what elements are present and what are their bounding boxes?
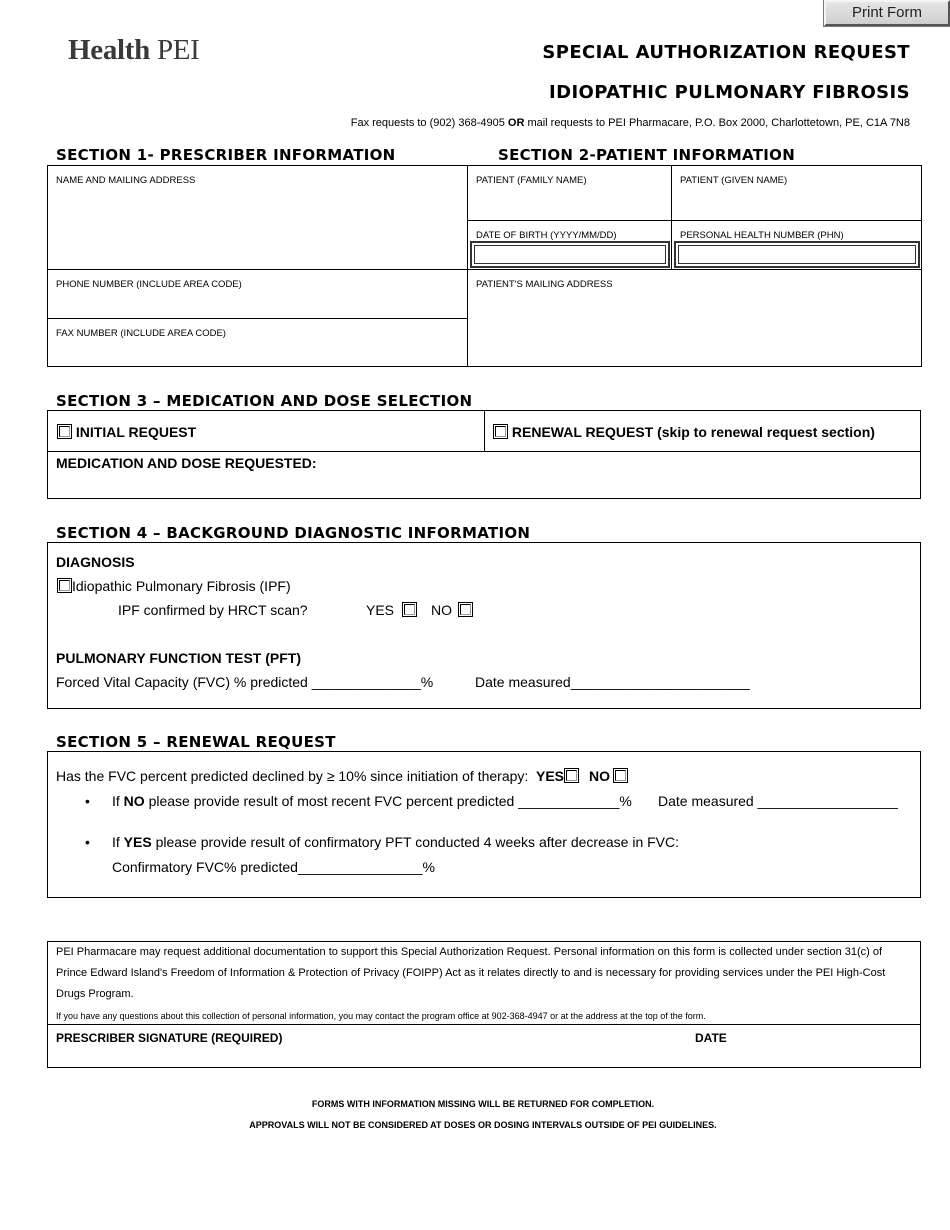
renewal-request-checkbox[interactable] — [493, 424, 508, 439]
initial-request-label: INITIAL REQUEST — [75, 424, 197, 440]
initial-request-option[interactable] — [57, 424, 196, 440]
bullet-dot: • — [85, 793, 90, 809]
ipf-option[interactable] — [57, 578, 291, 594]
renewal-date-measured-field[interactable]: Date measured __________________ — [658, 793, 898, 809]
fax-or: OR — [507, 117, 525, 129]
decline-no-label: NO — [589, 768, 610, 784]
decline-yes-checkbox[interactable] — [564, 768, 579, 783]
section4-heading: SECTION 4 – BACKGROUND DIAGNOSTIC INFORMATION — [56, 524, 531, 542]
pft-label: PULMONARY FUNCTION TEST (PFT) — [56, 650, 301, 666]
dob-label: DATE OF BIRTH (YYYY/MM/DD) — [476, 230, 617, 241]
patient-mailing-address-field[interactable] — [468, 270, 922, 366]
confirmatory-fvc-field[interactable]: Confirmatory FVC% predicted________________% — [112, 859, 435, 875]
health-pei-logo — [68, 34, 200, 67]
patient-family-name-field[interactable] — [468, 166, 671, 220]
bullet-no-body: please provide result of most recent FVC percent predicted _____________% — [148, 793, 632, 809]
prescriber-fax-field[interactable] — [48, 319, 468, 366]
form-title: SPECIAL AUTHORIZATION REQUEST — [542, 42, 910, 63]
fax-prefix: Fax requests to (902) 368-4905 — [350, 117, 505, 129]
medication-dose-label: MEDICATION AND DOSE REQUESTED: — [56, 455, 317, 471]
hrct-yes-option[interactable] — [366, 602, 417, 618]
form-subtitle: IDIOPATHIC PULMONARY FIBROSIS — [549, 82, 910, 103]
signature-field[interactable] — [48, 1046, 688, 1067]
fvc-date-measured-field[interactable]: Date measured_______________________ — [475, 674, 750, 690]
phn-input[interactable] — [674, 241, 920, 268]
fax-suffix: mail requests to PEI Pharmacare, P.O. Box 2000, Charlottetown, PE, C1A 7N8 — [527, 117, 910, 129]
family-name-label: PATIENT (FAMILY NAME) — [476, 175, 587, 186]
bullet-yes-body: please provide result of confirmatory PFT conducted 4 weeks after decrease in FVC: — [155, 834, 680, 850]
decline-yes-option[interactable] — [536, 768, 579, 784]
fvc-predicted-field[interactable]: Forced Vital Capacity (FVC) % predicted ______________% — [56, 674, 434, 690]
renewal-request-label: RENEWAL REQUEST (skip to renewal request section) — [511, 424, 875, 440]
decline-yes-label: YES — [536, 768, 565, 784]
initial-request-checkbox[interactable] — [57, 424, 72, 439]
diagnosis-label: DIAGNOSIS — [56, 554, 135, 570]
bullet-yes-bold: YES — [123, 834, 152, 850]
phn-cell — [672, 221, 922, 269]
hrct-yes-label: YES — [366, 602, 395, 618]
prescriber-name-address-field[interactable] — [48, 166, 468, 269]
fax-label: FAX NUMBER (INCLUDE AREA CODE) — [56, 328, 226, 339]
prescriber-phone-field[interactable] — [48, 270, 468, 318]
phone-label: PHONE NUMBER (INCLUDE AREA CODE) — [56, 279, 242, 290]
decline-no-option[interactable] — [589, 768, 628, 784]
print-form-button[interactable]: Print Form — [824, 0, 950, 26]
date-label: DATE — [695, 1031, 727, 1045]
dob-cell — [468, 221, 671, 269]
medication-box — [47, 410, 921, 499]
hrct-question: IPF confirmed by HRCT scan? — [118, 602, 308, 618]
fvc-decline-text: Has the FVC percent predicted declined by ≥ 10% since initiation of therapy: — [56, 768, 529, 784]
bullet-dot: • — [85, 834, 90, 850]
bullet-yes-text — [112, 834, 679, 850]
section3-heading: SECTION 3 – MEDICATION AND DOSE SELECTION — [56, 392, 473, 410]
bullet-no-bold: NO — [123, 793, 145, 809]
bullet-no-if: If — [112, 793, 120, 809]
bullet-yes-if: If — [112, 834, 120, 850]
patient-given-name-field[interactable] — [672, 166, 922, 220]
diagnostic-box — [47, 542, 921, 709]
hrct-no-option[interactable] — [431, 602, 473, 618]
footer-missing-info: FORMS WITH INFORMATION MISSING WILL BE RETURNED FOR COMPLETION. — [311, 1099, 655, 1109]
section5-heading: SECTION 5 – RENEWAL REQUEST — [56, 733, 336, 751]
privacy-signature-box — [47, 941, 921, 1068]
ipf-checkbox[interactable] — [57, 578, 72, 593]
footer-approvals: APPROVALS WILL NOT BE CONSIDERED AT DOSES OR DOSING INTERVALS OUTSIDE OF PEI GUIDELINES. — [249, 1120, 717, 1130]
dob-input[interactable] — [470, 241, 670, 268]
hrct-no-checkbox[interactable] — [458, 602, 473, 617]
medication-dose-input[interactable] — [48, 473, 920, 498]
fvc-decline-question — [56, 768, 528, 784]
ipf-label: Idiopathic Pulmonary Fibrosis (IPF) — [72, 578, 291, 594]
section1-heading: SECTION 1- PRESCRIBER INFORMATION — [56, 146, 396, 164]
phn-label: PERSONAL HEALTH NUMBER (PHN) — [680, 230, 844, 241]
logo-bold-text: Health — [68, 34, 150, 66]
name-address-label: NAME AND MAILING ADDRESS — [56, 175, 196, 186]
hrct-no-label: NO — [431, 602, 452, 618]
mailing-label: PATIENT'S MAILING ADDRESS — [476, 279, 613, 290]
signature-label: PRESCRIBER SIGNATURE (REQUIRED) — [56, 1031, 283, 1045]
info-table — [47, 165, 922, 367]
given-name-label: PATIENT (GIVEN NAME) — [680, 175, 788, 186]
renewal-request-option[interactable] — [493, 424, 875, 440]
logo-regular-text: PEI — [156, 34, 200, 66]
hrct-yes-checkbox[interactable] — [402, 602, 417, 617]
decline-no-checkbox[interactable] — [613, 768, 628, 783]
fax-instructions — [351, 117, 910, 129]
section2-heading: SECTION 2-PATIENT INFORMATION — [498, 146, 796, 164]
bullet-no-text[interactable] — [112, 793, 632, 809]
renewal-box — [47, 751, 921, 898]
privacy-contact: If you have any questions about this collection of personal information, you may contact the program office at 902-368-4947 or at the address at the top of the form. — [56, 1011, 706, 1021]
signature-date-field[interactable] — [688, 1046, 920, 1067]
privacy-paragraph: PEI Pharmacare may request additional documentation to support this Special Authorization Request. Personal information on this form is collected under section 31(c) of Prince Edward Island's Freedom of Information & Protection of Privacy (FOIPP) Act as it relates directly to and is necessary for providing services under the PEI High-Cost Drugs Program. — [56, 946, 886, 1000]
